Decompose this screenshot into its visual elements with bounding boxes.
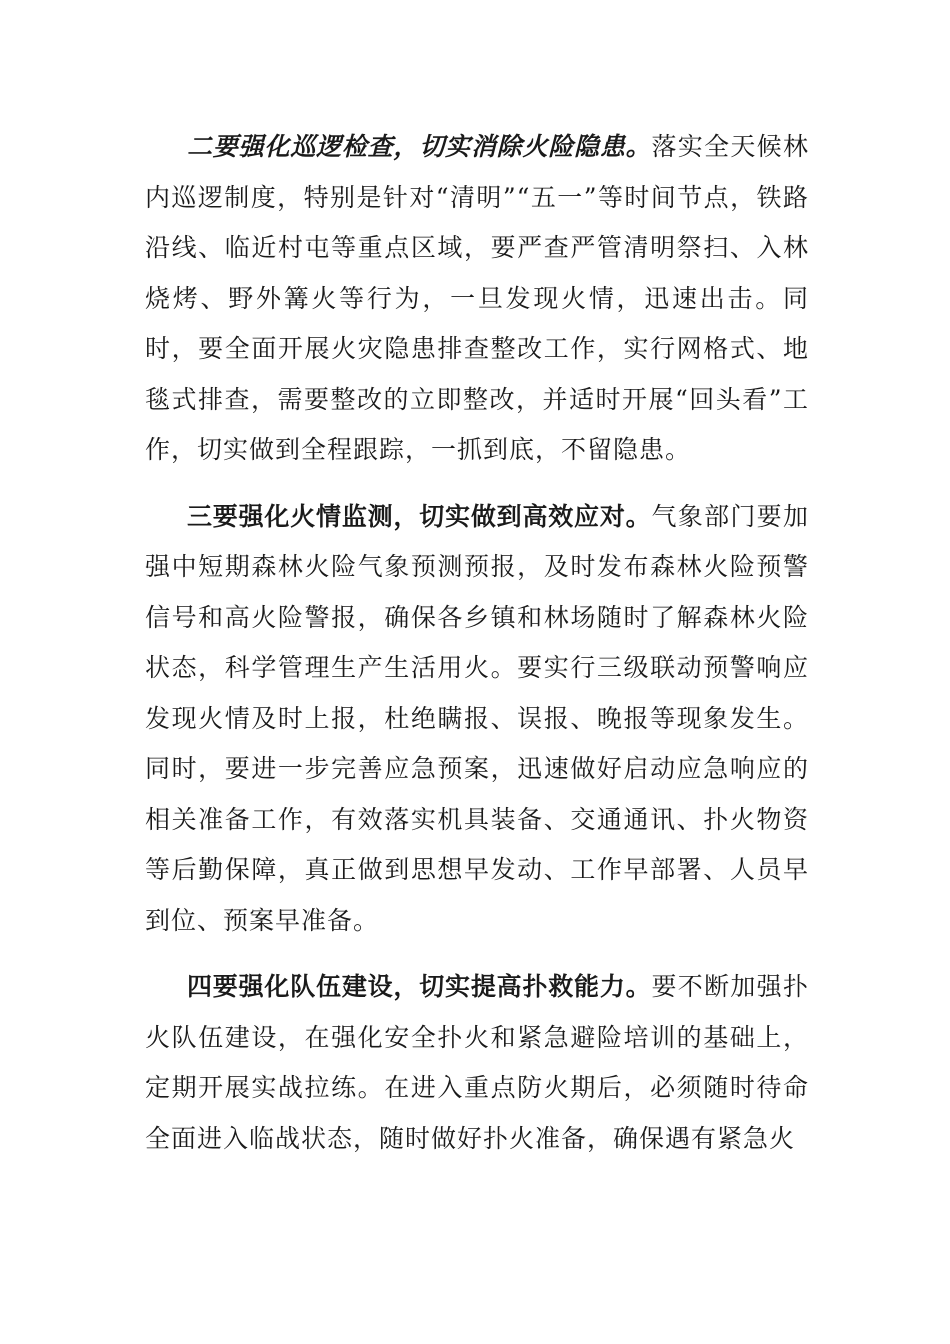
document-page	[145, 122, 809, 1180]
paragraph-heading: 四要强化队伍建设，切实提高扑救能力。	[187, 972, 652, 1001]
paragraph-heading: 三要强化火情监测，切实做到高效应对。	[187, 501, 652, 531]
paragraph-heading: 二要强化巡逻检查，切实消除火险隐患。	[187, 132, 652, 161]
paragraph-body: 落实全天候林内巡逻制度，特别是针对“清明”“五一”等时间节点，铁路沿线、临近村屯等重点区域，要严查严管清明祭扫、入林烧烤、野外篝火等行为，一旦发现火情，迅速出击。同时，要全面开展火灾隐患排查整改工作，实行网格式、地毯式排查，需要整改的立即整改，并适时开展“回头看”工作，切实做到全程跟踪，一抓到底，不留隐患。	[145, 132, 809, 464]
paragraph-monitoring	[145, 492, 809, 947]
paragraph-body: 要不断加强扑火队伍建设，在强化安全扑火和紧急避险培训的基础上，定期开展实战拉练。在进入重点防火期后，必须随时待命全面进入临战状态，随时做好扑火准备，确保遇有紧急火	[145, 972, 809, 1153]
paragraph-patrol	[145, 122, 809, 476]
paragraph-body: 气象部门要加强中短期森林火险气象预测预报，及时发布森林火险预警信号和高火险警报，确保各乡镇和林场随时了解森林火险状态，科学管理生产生活用火。要实行三级联动预警响应发现火情及时上报，杜绝瞒报、误报、晚报等现象发生。同时，要进一步完善应急预案，迅速做好启动应急响应的相关准备工作，有效落实机具装备、交通通讯、扑火物资等后勤保障，真正做到思想早发动、工作早部署、人员早到位、预案早准备。	[145, 501, 809, 935]
paragraph-team-building	[145, 962, 809, 1164]
